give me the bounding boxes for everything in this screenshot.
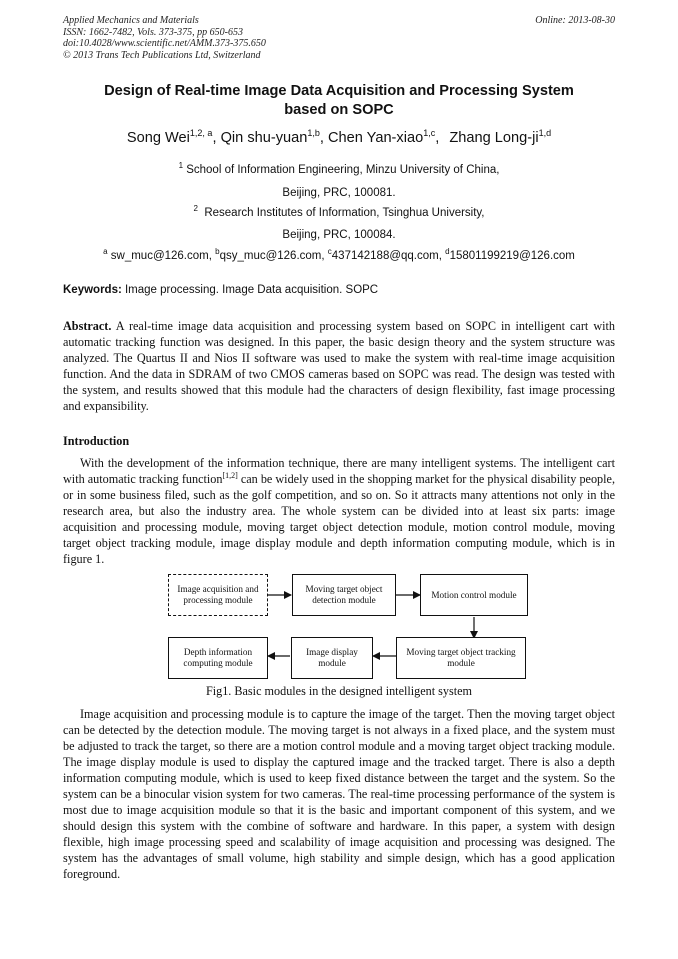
figure-1-block-diagram — [63, 571, 615, 683]
affiliation-2: $^2$ Research Institutes of Information, Tsinghua University, — [193, 204, 485, 219]
doi-line: doi:10.4028/www.scientific.net/AMM.373-375.650 — [63, 38, 266, 50]
author-list — [63, 128, 615, 148]
online-date: Online: 2013-08-30 — [535, 15, 615, 26]
box-motion-control: Motion control module — [420, 574, 528, 616]
box-depth-computing: Depth information computing module — [168, 637, 268, 679]
author: Song Wei$^{1,2, a}$, — [126, 128, 221, 146]
paper-title — [63, 82, 615, 120]
keywords-text: Image processing. Image Data acquisition. SOPC — [121, 284, 379, 296]
title-line-2: based on SOPC — [284, 102, 394, 118]
copyright-line: © 2013 Trans Tech Publications Ltd, Switzerland — [63, 49, 261, 61]
affiliation-1-city: Beijing, PRC, 100081. — [282, 187, 396, 199]
section-heading-introduction: Introduction — [63, 434, 130, 448]
box-target-detection: Moving target object detection module — [292, 574, 396, 616]
title-line-1: Design of Real-time Image Data Acquisition and Processing System — [104, 83, 574, 99]
box-target-tracking: Moving target object tracking module — [396, 637, 526, 679]
affiliation-1: $^1$ School of Information Engineering, Minzu University of China, — [178, 161, 500, 176]
citation-ref: [1,2] — [222, 471, 238, 480]
intro-paragraph-2: Image acquisition and processing module is to capture the image of the target. Then the moving target object can be detected by the detection module. The moving target is not always in a fixed place, and the system must be adjusted to track the target, so there are a motion control module and a moving target object tracking module. The image display module is used to display the captured image and the tracked target. There is also a depth information computing module, which is used to keep fixed distance between the target and the system. So the system can be a binocular vision system for two cameras. The real-time processing performance of the system is most due to image acquisition module so that it is the basic and important component of this system, and we should design this system with the combine of software and hardware. In this paper, a system with design flexible, high image processing speed and scalability of image acquisition and processing was designed. The system has the advantages of small volume, high stability and simple design, which has a good application foreground. — [63, 707, 615, 881]
journal-header — [63, 15, 615, 61]
author: Qin shu-yuan$^{1,b}$, — [220, 128, 328, 146]
keywords — [63, 283, 615, 297]
affiliation-2-city: Beijing, PRC, 100084. — [282, 229, 396, 241]
box-image-acquisition: Image acquisition and processing module — [168, 574, 268, 616]
email-list: $^a$ sw_muc@126.com, $^b$qsy_muc@126.com, $^c$437142188@qq.com, $^d$15801199219@126.com — [103, 247, 575, 262]
figure-caption: Fig1. Basic modules in the designed intelligent system — [205, 684, 473, 698]
author: Chen Yan-xiao$^{1,c}$, — [328, 128, 444, 146]
box-image-display: Image display module — [291, 637, 373, 679]
abstract-text: A real-time image data acquisition and processing system based on SOPC in intelligent cart with automatic tracking function was designed. In this paper, the basic design theory and the system structure was analyzed. The Quartus II and Nios II software was used to make the system with real-time image acquisition function. And the data in SDRAM of two CMOS cameras based on SOPC was read. The design was tested with the system, and results showed that this module had the characters of design flexibility, fast image processing and expansibility. — [63, 319, 615, 413]
abstract-label: Abstract. — [63, 319, 112, 333]
intro-paragraph-1: With the development of the information technique, there are many intelligent systems. The intelligent cart with automatic tracking function[1,2] can be widely used in the shopping market for the physical disability people, or in some business filed, such as the golf competition, and so on. So it attracts many attentions not only in the research area, but also the industry area. The whole system can be divided into at least six parts: image acquisition and processing module, moving target object detection module, motion control module, moving target object tracking module, image display module and depth information computing module, which is in figure 1. — [63, 456, 615, 566]
keywords-label: Keywords: — [63, 284, 122, 296]
issn-line: ISSN: 1662-7482, Vols. 373-375, pp 650-653 — [63, 26, 243, 38]
abstract — [63, 318, 615, 414]
author: Zhang Long-ji$^{1,d}$ — [449, 128, 552, 146]
journal-name: Applied Mechanics and Materials — [63, 15, 199, 26]
